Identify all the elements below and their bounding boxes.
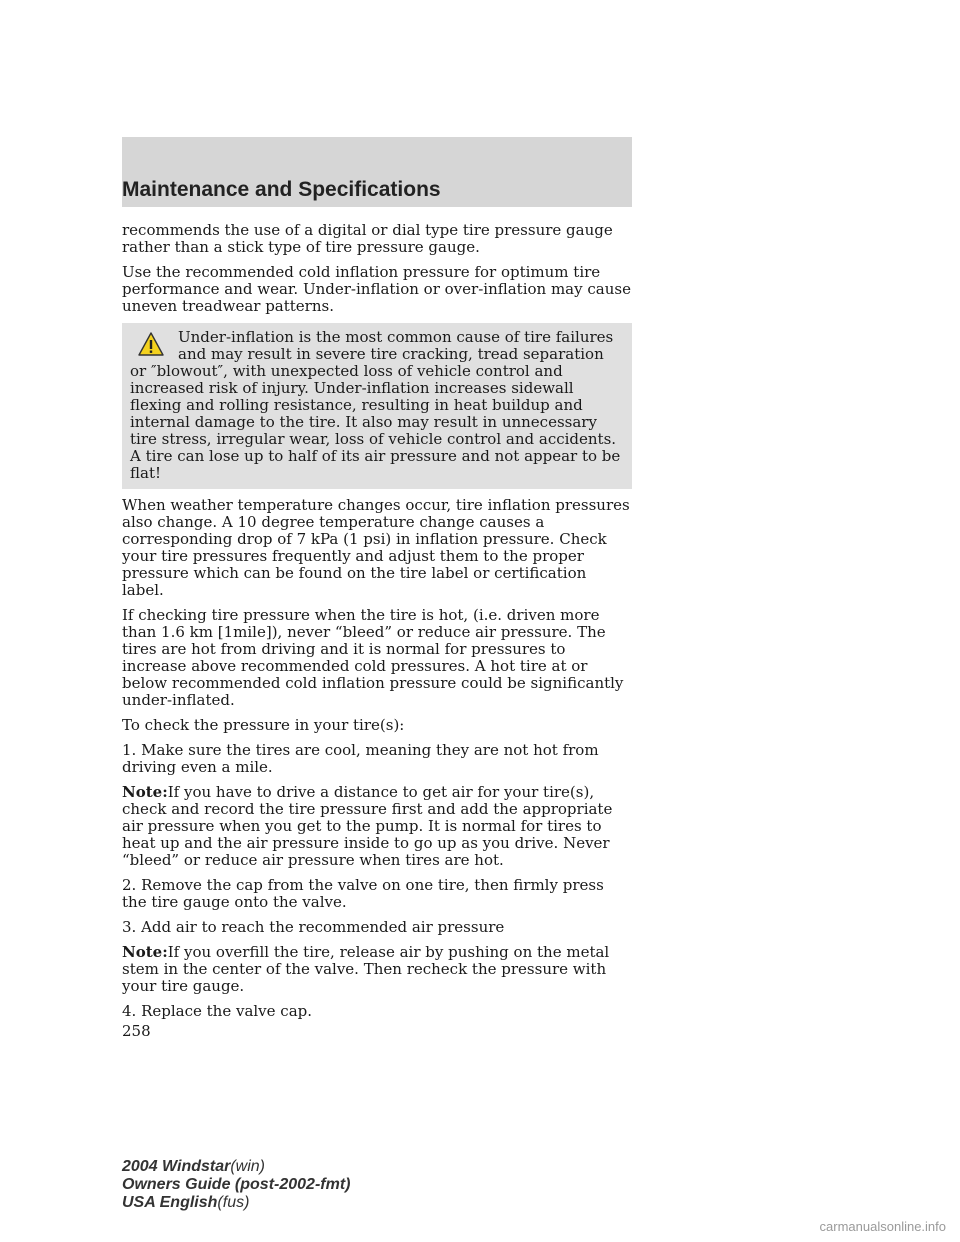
- footer-guide: Owners Guide (post-2002-fmt): [122, 1176, 351, 1193]
- note-text: If you have to drive a distance to get air for your tire(s), check and record the tire pressure first and add the appropriate air pressure when you get to the pump. It is normal for tires to heat up and the air pressure inside to go up as you drive. Never “bleed” or reduce air pressure when tires are hot.: [122, 783, 613, 869]
- body-text: [122, 222, 632, 1028]
- note: [122, 944, 632, 995]
- warning-box: [122, 323, 632, 489]
- paragraph: To check the pressure in your tire(s):: [122, 716, 405, 734]
- step-4: 4. Replace the valve cap.: [122, 1002, 313, 1020]
- note-label: Note:: [122, 783, 168, 801]
- paragraph: recommends the use of a digital or dial type tire pressure gauge rather than a stick type of tire pressure gauge.: [122, 221, 613, 256]
- watermark: carmanualsonline.info: [819, 1219, 946, 1234]
- note-label: Note:: [122, 943, 168, 961]
- step-1: 1. Make sure the tires are cool, meaning they are not hot from driving even a mile.: [122, 741, 599, 776]
- paragraph: Use the recommended cold inflation pressure for optimum tire performance and wear. Under-inflation or over-inflation may cause uneven treadwear patterns.: [122, 263, 631, 315]
- warning-triangle-icon: [138, 331, 164, 357]
- footer-language: USA English: [122, 1194, 218, 1211]
- warning-text: Under-inflation is the most common cause of tire failures and may result in severe tire cracking, tread separation or ″blowout″, with unexpected loss of vehicle control and increased risk of injury. Under-inflation increases sidewall flexing and rolling resistance, resulting in heat buildup and internal damage to the tire. It also may result in unnecessary tire stress, irregular wear, loss of vehicle control and accidents. A tire can lose up to half of its air pressure and not appear to be flat!: [130, 328, 621, 482]
- paragraph: When weather temperature changes occur, tire inflation pressures also change. A 10 degree temperature change causes a corresponding drop of 7 kPa (1 psi) in inflation pressure. Check your tire pressures frequently and adjust them to the proper pressure which can be found on the tire label or certification label.: [122, 496, 630, 599]
- footer-model-code: (win): [230, 1158, 266, 1175]
- step-3: 3. Add air to reach the recommended air pressure: [122, 918, 505, 936]
- page-title: Maintenance and Specifications: [122, 178, 441, 201]
- footer: [122, 1158, 350, 1212]
- footer-language-code: (fus): [217, 1194, 250, 1211]
- note-text: If you overfill the tire, release air by pushing on the metal stem in the center of the valve. Then recheck the pressure with your tire gauge.: [122, 943, 610, 995]
- paragraph: If checking tire pressure when the tire is hot, (i.e. driven more than 1.6 km [1mile]), never “bleed” or reduce air pressure. The tires are hot from driving and it is normal for pressures to increase above recommended cold pressures. A hot tire at or below recommended cold inflation pressure could be significantly under-inflated.: [122, 606, 624, 709]
- step-2: 2. Remove the cap from the valve on one tire, then firmly press the tire gauge onto the valve.: [122, 876, 604, 911]
- note: [122, 784, 632, 869]
- footer-model: 2004 Windstar: [122, 1158, 231, 1175]
- page-number: 258: [122, 1022, 151, 1040]
